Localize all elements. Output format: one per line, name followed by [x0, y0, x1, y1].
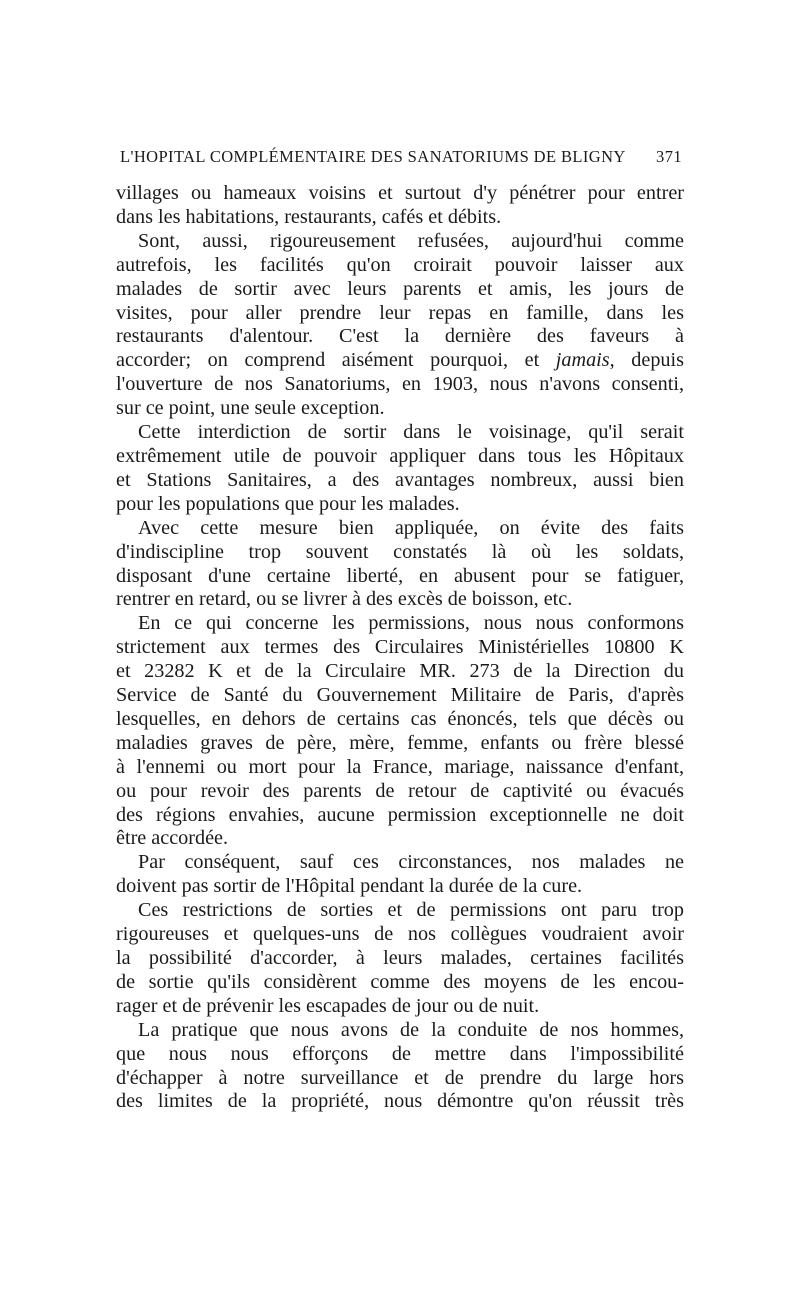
- text-line: En ce qui concerne les permissions, nous nous conformons: [138, 612, 684, 635]
- text-line: rentrer en retard, ou se livrer à des excès de boisson, etc.: [116, 588, 573, 611]
- text-line: malades de sortir avec leurs parents et amis, les jours de: [116, 277, 684, 300]
- text-line: Service de Santé du Gouvernement Militaire de Paris, d'après: [116, 684, 684, 707]
- text-line: à l'ennemi ou mort pour la France, mariage, naissance d'enfant,: [116, 755, 684, 778]
- text-line: La pratique que nous avons de la conduite de nos hommes,: [138, 1018, 684, 1041]
- italic-word: jamais: [555, 349, 610, 372]
- text-line: des régions envahies, aucune permission exceptionnelle ne doit: [116, 803, 684, 826]
- paragraph: [116, 612, 684, 851]
- text-line: et 23282 K et de la Circulaire MR. 273 de la Direction du: [116, 660, 684, 683]
- paragraph: [116, 421, 684, 517]
- text-line: rager et de prévenir les escapades de jour ou de nuit.: [116, 994, 540, 1017]
- text-line: villages ou hameaux voisins et surtout d'y pénétrer pour entrer: [116, 182, 684, 204]
- body-text: [116, 182, 684, 1114]
- text-line: doivent pas sortir de l'Hôpital pendant la durée de la cure.: [116, 875, 583, 898]
- text-segment: , depuis: [609, 349, 684, 372]
- text-line: la possibilité d'accorder, à leurs malades, certaines facilités: [116, 947, 684, 969]
- text-line: rigoureuses et quelques-uns de nos collègues voudraient avoir: [116, 923, 684, 946]
- text-line: autrefois, les facilités qu'on croirait pouvoir laisser aux: [116, 253, 684, 276]
- paragraph: [116, 851, 684, 899]
- text-line: disposant d'une certaine liberté, en abusent pour se fatiguer,: [116, 564, 684, 587]
- paragraph: [116, 899, 684, 1019]
- text-line: strictement aux termes des Circulaires Ministérielles 10800 K: [116, 636, 684, 659]
- text-line: maladies graves de père, mère, femme, enfants ou frère blessé: [116, 731, 684, 754]
- text-line: visites, pour aller prendre leur repas en famille, dans les: [116, 301, 684, 324]
- text-line: et Stations Sanitaires, a des avantages nombreux, aussi bien: [116, 468, 684, 491]
- text-line: des limites de la propriété, nous démontre qu'on réussit très: [116, 1090, 684, 1113]
- paragraph: [116, 182, 684, 230]
- text-line: Ces restrictions de sorties et de permissions ont paru trop: [138, 899, 684, 922]
- text-line: d'échapper à notre surveillance et de prendre du large hors: [116, 1066, 684, 1089]
- running-head: [120, 146, 682, 168]
- text-line: pour les populations que pour les malades.: [116, 492, 460, 515]
- text-line: restaurants d'alentour. C'est la dernière des faveurs à: [116, 325, 684, 348]
- paragraph: [116, 230, 684, 421]
- page-number: 371: [656, 147, 682, 166]
- text-line: ou pour revoir des parents de retour de captivité ou évacués: [116, 779, 684, 802]
- text-line: que nous nous efforçons de mettre dans l'impossibilité: [116, 1042, 684, 1065]
- text-line: de sortie qu'ils considèrent comme des moyens de les encou-: [116, 970, 684, 993]
- text-line: dans les habitations, restaurants, cafés et débits.: [116, 205, 502, 228]
- running-head-title: L'HOPITAL COMPLÉMENTAIRE DES SANATORIUMS DE BLIGNY: [120, 147, 626, 166]
- text-line-with-italic: [116, 349, 684, 373]
- text-line: Sont, aussi, rigoureusement refusées, aujourd'hui comme: [138, 229, 684, 252]
- text-line: être accordée.: [116, 827, 229, 850]
- text-line: sur ce point, une seule exception.: [116, 397, 385, 420]
- text-line: lesquelles, en dehors de certains cas énoncés, tels que décès ou: [116, 707, 684, 730]
- text-segment: accorder; on comprend aisément pourquoi, et: [116, 349, 540, 372]
- text-line: Avec cette mesure bien appliquée, on évite des faits: [138, 516, 684, 539]
- text-line: Cette interdiction de sortir dans le voisinage, qu'il serait: [138, 421, 684, 444]
- text-line: Par conséquent, sauf ces circonstances, nos malades ne: [138, 851, 684, 874]
- text-line: d'indiscipline trop souvent constatés là où les soldats,: [116, 540, 684, 563]
- paragraph: [116, 517, 684, 613]
- text-line: l'ouverture de nos Sanatoriums, en 1903, nous n'avons consenti,: [116, 373, 684, 396]
- text-line: extrêmement utile de pouvoir appliquer dans tous les Hôpitaux: [116, 444, 684, 467]
- paragraph: [116, 1019, 684, 1115]
